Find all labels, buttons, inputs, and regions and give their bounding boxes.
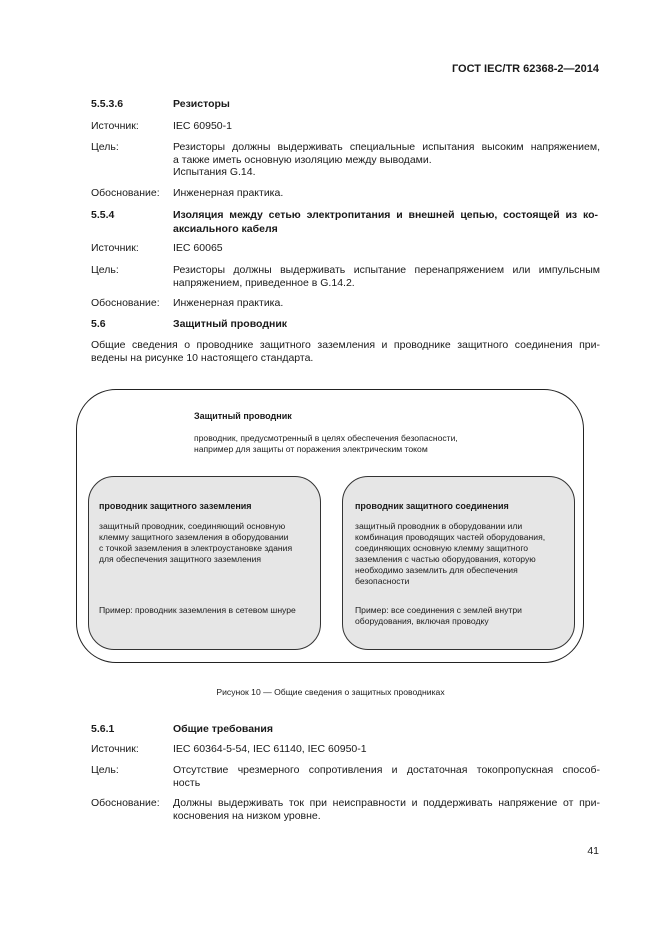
text-line: заземления с частью оборудования, которую xyxy=(355,554,536,564)
text-line: оборудования, включая проводку xyxy=(355,616,489,626)
earthing-conductor-text xyxy=(99,521,292,565)
text-line: ность xyxy=(173,776,201,789)
text-line: Отсутствие чрезмерного сопротивления и достаточная токопропускная способ- xyxy=(173,764,600,776)
text-line: напряжением, приведенное в G.14.2. xyxy=(173,276,355,289)
text-line: защитный проводник в оборудовании или xyxy=(355,521,523,531)
text-line: необходимо заземлить для обеспечения xyxy=(355,565,518,575)
section-number: 5.6 xyxy=(91,318,106,330)
text-line: соединяющих основную клемму защитного xyxy=(355,543,529,553)
text-line: Общие сведения о проводнике защитного заземления и проводнике защитного соединения при- xyxy=(91,339,600,351)
basis-label: Обоснование: xyxy=(91,797,160,809)
text-line: защитный проводник, соединяющий основную xyxy=(99,521,286,531)
document-header: ГОСТ IEC/TR 62368-2—2014 xyxy=(451,63,599,75)
figure-caption: Рисунок 10 — Общие сведения о защитных проводниках xyxy=(216,687,445,697)
figure-outer-title: Защитный проводник xyxy=(194,411,292,421)
text-line: для обеспечения защитного заземления xyxy=(99,554,262,564)
goal-label: Цель: xyxy=(91,764,119,776)
text-line: проводник, предусмотренный в целях обеспечения безопасности, xyxy=(194,433,458,443)
text-line: например для защиты от поражения электрическим током xyxy=(194,444,428,454)
source-value: IEC 60950-1 xyxy=(173,120,232,132)
source-value: IEC 60065 xyxy=(173,242,223,254)
text-line: с точкой заземления в электроустановке здания xyxy=(99,543,293,553)
title-line: Изоляция между сетью электропитания и внешней цепью, состоящей из ко- xyxy=(173,209,598,221)
section-title: Защитный проводник xyxy=(173,318,288,330)
basis-label: Обоснование: xyxy=(91,297,160,309)
goal-label: Цель: xyxy=(91,264,119,276)
figure-outer-text xyxy=(194,433,458,455)
goal-text xyxy=(173,264,600,289)
bonding-conductor-text xyxy=(355,521,545,587)
section-title xyxy=(173,208,598,236)
source-label: Источник: xyxy=(91,120,139,132)
section-title: Общие требования xyxy=(173,723,273,735)
bonding-conductor-example xyxy=(355,605,522,627)
text-line: Резисторы должны выдерживать испытание перенапряжением или импульсным xyxy=(173,264,600,276)
earthing-conductor-title: проводник защитного заземления xyxy=(99,501,252,511)
basis-text: Инженерная практика. xyxy=(173,187,284,199)
basis-text xyxy=(173,797,600,822)
text-line: Испытания G.14. xyxy=(173,166,256,178)
section-number: 5.6.1 xyxy=(91,723,115,735)
goal-text xyxy=(173,141,600,179)
basis-text: Инженерная практика. xyxy=(173,297,284,309)
text-line: а также иметь основную изоляцию между выводами. xyxy=(173,153,432,166)
section-paragraph xyxy=(91,339,600,365)
source-label: Источник: xyxy=(91,743,139,755)
text-line: Пример: все соединения с землей внутри xyxy=(355,605,522,615)
bonding-conductor-title: проводник защитного соединения xyxy=(355,501,509,511)
source-label: Источник: xyxy=(91,242,139,254)
source-value: IEC 60364-5-54, IEC 61140, IEC 60950-1 xyxy=(173,743,367,755)
basis-label: Обоснование: xyxy=(91,187,160,199)
text-line: клемму защитного заземления в оборудовании xyxy=(99,532,289,542)
text-line: ведены на рисунке 10 настоящего стандарта. xyxy=(91,352,314,364)
section-title: Резисторы xyxy=(173,98,230,110)
text-line: безопасности xyxy=(355,576,410,586)
text-line: Должны выдерживать ток при неисправности и поддерживать напряжение от при- xyxy=(173,797,600,809)
title-line: аксиального кабеля xyxy=(173,223,278,235)
text-line: комбинация проводящих частей оборудования, xyxy=(355,532,546,542)
text-line: косновения на низком уровне. xyxy=(173,809,321,822)
goal-label: Цель: xyxy=(91,141,119,153)
section-number: 5.5.3.6 xyxy=(91,98,124,110)
goal-text xyxy=(173,764,600,789)
earthing-conductor-example: Пример: проводник заземления в сетевом шнуре xyxy=(99,605,296,615)
text-line: Резисторы должны выдерживать специальные испытания высоким напряжением, xyxy=(173,141,600,153)
section-number: 5.5.4 xyxy=(91,209,115,221)
page-number: 41 xyxy=(587,845,599,857)
